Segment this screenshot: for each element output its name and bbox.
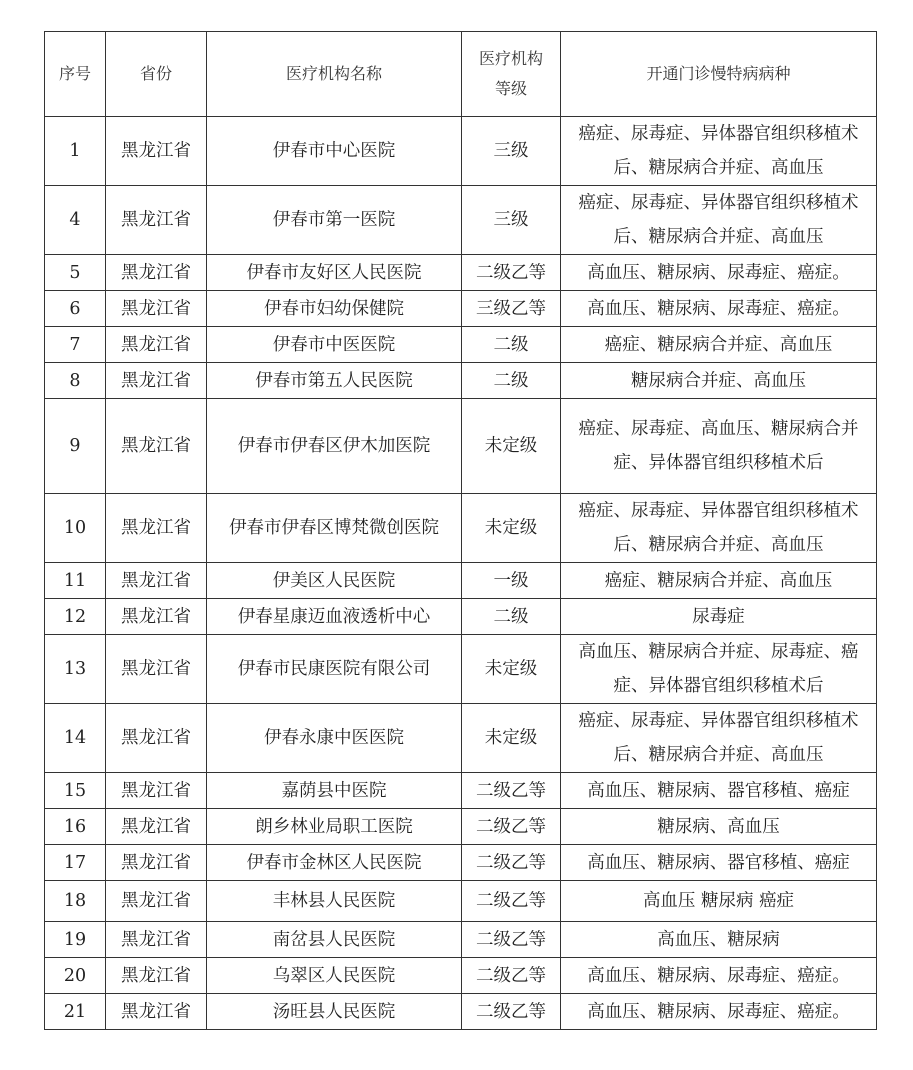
cell-province: 黑龙江省: [106, 994, 207, 1030]
cell-level: 二级乙等: [462, 773, 561, 809]
cell-province: 黑龙江省: [106, 327, 207, 363]
cell-name: 伊春市中心医院: [207, 117, 462, 186]
cell-name: 丰林县人民医院: [207, 881, 462, 922]
cell-no: 5: [45, 255, 106, 291]
table-row: [45, 117, 877, 186]
hospital-table: [44, 31, 877, 1030]
cell-province: 黑龙江省: [106, 117, 207, 186]
cell-diseases: 高血压、糖尿病、器官移植、癌症: [561, 845, 877, 881]
cell-diseases: 癌症、糖尿病合并症、高血压: [561, 327, 877, 363]
cell-province: 黑龙江省: [106, 563, 207, 599]
table-row: [45, 994, 877, 1030]
cell-name: 伊春永康中医医院: [207, 704, 462, 773]
table-row: [45, 399, 877, 494]
cell-name: 南岔县人民医院: [207, 922, 462, 958]
cell-diseases: 癌症、尿毒症、异体器官组织移植术后、糖尿病合并症、高血压: [561, 494, 877, 563]
cell-province: 黑龙江省: [106, 922, 207, 958]
header-no: 序号: [45, 32, 106, 117]
cell-level: 未定级: [462, 399, 561, 494]
cell-no: 8: [45, 363, 106, 399]
cell-province: 黑龙江省: [106, 399, 207, 494]
cell-no: 12: [45, 599, 106, 635]
cell-no: 21: [45, 994, 106, 1030]
cell-level: 二级: [462, 327, 561, 363]
cell-diseases: 高血压、糖尿病、器官移植、癌症: [561, 773, 877, 809]
cell-name: 伊春市中医医院: [207, 327, 462, 363]
cell-name: 伊春市金林区人民医院: [207, 845, 462, 881]
table-row: [45, 845, 877, 881]
cell-no: 18: [45, 881, 106, 922]
cell-name: 伊春市伊春区伊木加医院: [207, 399, 462, 494]
table-row: [45, 563, 877, 599]
cell-level: 二级乙等: [462, 255, 561, 291]
cell-no: 6: [45, 291, 106, 327]
cell-name: 汤旺县人民医院: [207, 994, 462, 1030]
cell-province: 黑龙江省: [106, 704, 207, 773]
cell-diseases: 高血压、糖尿病、尿毒症、癌症。: [561, 958, 877, 994]
table-row: [45, 186, 877, 255]
cell-diseases: 高血压 糖尿病 癌症: [561, 881, 877, 922]
cell-no: 19: [45, 922, 106, 958]
cell-level: 二级乙等: [462, 809, 561, 845]
table-row: [45, 327, 877, 363]
cell-diseases: 高血压、糖尿病: [561, 922, 877, 958]
cell-no: 11: [45, 563, 106, 599]
cell-name: 伊春市友好区人民医院: [207, 255, 462, 291]
cell-name: 伊春市伊春区博梵微创医院: [207, 494, 462, 563]
cell-province: 黑龙江省: [106, 773, 207, 809]
cell-no: 15: [45, 773, 106, 809]
cell-name: 伊春市第一医院: [207, 186, 462, 255]
cell-name: 朗乡林业局职工医院: [207, 809, 462, 845]
cell-level: 二级: [462, 599, 561, 635]
cell-province: 黑龙江省: [106, 635, 207, 704]
cell-province: 黑龙江省: [106, 255, 207, 291]
cell-diseases: 糖尿病合并症、高血压: [561, 363, 877, 399]
cell-diseases: 癌症、尿毒症、异体器官组织移植术后、糖尿病合并症、高血压: [561, 186, 877, 255]
table-row: [45, 255, 877, 291]
table-row: [45, 494, 877, 563]
cell-no: 13: [45, 635, 106, 704]
table-row: [45, 291, 877, 327]
cell-diseases: 癌症、尿毒症、异体器官组织移植术后、糖尿病合并症、高血压: [561, 117, 877, 186]
table-row: [45, 704, 877, 773]
cell-level: 三级: [462, 186, 561, 255]
cell-level: 三级: [462, 117, 561, 186]
table-row: [45, 363, 877, 399]
cell-no: 9: [45, 399, 106, 494]
cell-no: 14: [45, 704, 106, 773]
cell-no: 17: [45, 845, 106, 881]
cell-level: 二级乙等: [462, 881, 561, 922]
cell-province: 黑龙江省: [106, 494, 207, 563]
table-row: [45, 773, 877, 809]
cell-diseases: 高血压、糖尿病、尿毒症、癌症。: [561, 255, 877, 291]
table-row: [45, 809, 877, 845]
cell-diseases: 癌症、糖尿病合并症、高血压: [561, 563, 877, 599]
cell-no: 20: [45, 958, 106, 994]
cell-diseases: 癌症、尿毒症、高血压、糖尿病合并症、异体器官组织移植术后: [561, 399, 877, 494]
cell-diseases: 高血压、糖尿病合并症、尿毒症、癌症、异体器官组织移植术后: [561, 635, 877, 704]
cell-province: 黑龙江省: [106, 363, 207, 399]
table-row: [45, 635, 877, 704]
cell-level: 二级乙等: [462, 845, 561, 881]
cell-no: 1: [45, 117, 106, 186]
cell-diseases: 高血压、糖尿病、尿毒症、癌症。: [561, 994, 877, 1030]
cell-name: 伊春星康迈血液透析中心: [207, 599, 462, 635]
cell-level: 二级乙等: [462, 922, 561, 958]
cell-name: 伊春市第五人民医院: [207, 363, 462, 399]
header-province: 省份: [106, 32, 207, 117]
cell-name: 伊春市妇幼保健院: [207, 291, 462, 327]
cell-province: 黑龙江省: [106, 291, 207, 327]
cell-no: 4: [45, 186, 106, 255]
table-row: [45, 922, 877, 958]
cell-level: 未定级: [462, 635, 561, 704]
cell-province: 黑龙江省: [106, 845, 207, 881]
cell-no: 16: [45, 809, 106, 845]
header-name: 医疗机构名称: [207, 32, 462, 117]
table-header-row: [45, 32, 877, 117]
cell-name: 乌翠区人民医院: [207, 958, 462, 994]
cell-name: 伊美区人民医院: [207, 563, 462, 599]
cell-province: 黑龙江省: [106, 599, 207, 635]
header-diseases: 开通门诊慢特病病种: [561, 32, 877, 117]
cell-level: 二级: [462, 363, 561, 399]
cell-name: 伊春市民康医院有限公司: [207, 635, 462, 704]
cell-no: 7: [45, 327, 106, 363]
cell-level: 二级乙等: [462, 958, 561, 994]
cell-level: 二级乙等: [462, 994, 561, 1030]
cell-province: 黑龙江省: [106, 881, 207, 922]
header-level: 医疗机构等级: [462, 32, 561, 117]
cell-diseases: 糖尿病、高血压: [561, 809, 877, 845]
cell-province: 黑龙江省: [106, 809, 207, 845]
cell-diseases: 尿毒症: [561, 599, 877, 635]
cell-level: 未定级: [462, 494, 561, 563]
cell-level: 一级: [462, 563, 561, 599]
cell-level: 三级乙等: [462, 291, 561, 327]
cell-diseases: 高血压、糖尿病、尿毒症、癌症。: [561, 291, 877, 327]
table-row: [45, 599, 877, 635]
cell-diseases: 癌症、尿毒症、异体器官组织移植术后、糖尿病合并症、高血压: [561, 704, 877, 773]
cell-level: 未定级: [462, 704, 561, 773]
cell-no: 10: [45, 494, 106, 563]
table-row: [45, 881, 877, 922]
cell-province: 黑龙江省: [106, 958, 207, 994]
cell-province: 黑龙江省: [106, 186, 207, 255]
cell-name: 嘉荫县中医院: [207, 773, 462, 809]
table-row: [45, 958, 877, 994]
